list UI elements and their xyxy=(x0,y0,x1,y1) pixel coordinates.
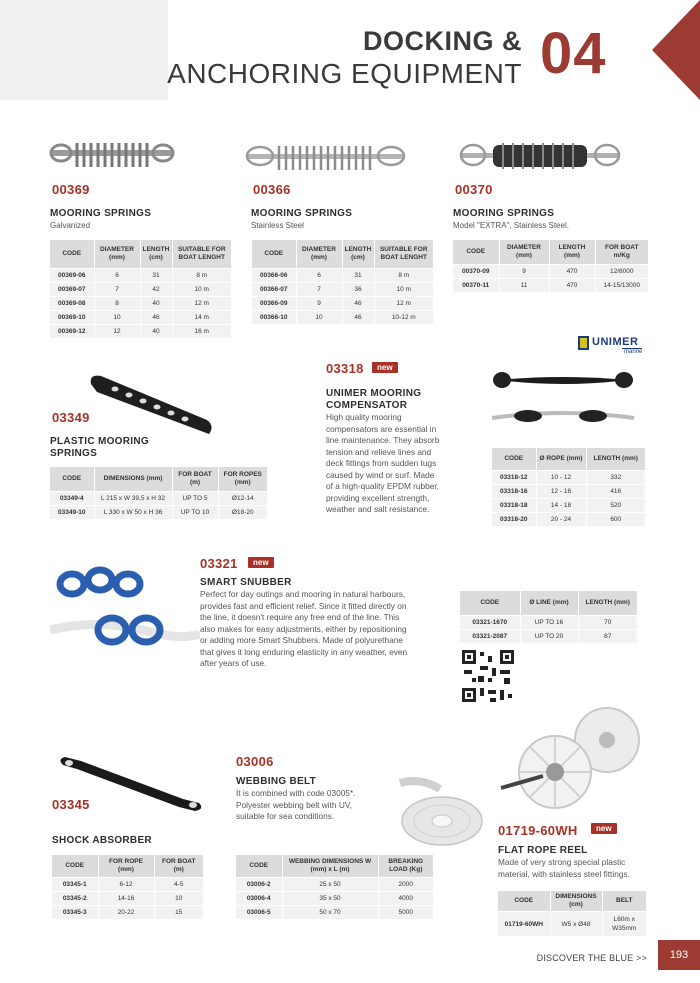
product-title-03321: SMART SNUBBER xyxy=(200,577,292,588)
table-header: LENGTH (mm) xyxy=(578,591,638,615)
product-code-00366: 00366 xyxy=(253,182,291,197)
product-title-03345: SHOCK ABSORBER xyxy=(52,835,152,846)
brand-name: UNIMER xyxy=(592,336,639,348)
webbing-belt-image xyxy=(380,775,490,850)
plastic-spring-image xyxy=(85,370,215,440)
flat-rope-reel-image xyxy=(495,700,645,815)
section-number: 04 xyxy=(540,21,607,86)
table-row: 03345-3 20-22 15 xyxy=(52,905,204,919)
product-subtitle-00366: Stainless Steel xyxy=(251,221,304,230)
table-header: SUITABLE FOR BOAT LENGHT xyxy=(374,240,434,268)
table-row: 00370-09 9 470 12/8000 xyxy=(453,264,649,278)
header-grey-box xyxy=(0,0,168,100)
spec-table-03318 xyxy=(492,448,646,527)
spec-table-03349 xyxy=(50,467,268,520)
product-title-03349-l1: PLASTIC MOORING xyxy=(50,436,149,447)
table-header: CODE xyxy=(252,240,296,268)
table-header: CODE xyxy=(460,591,520,615)
table-header: LENGTH (mm) xyxy=(586,448,646,470)
table-header: CODE xyxy=(50,467,94,491)
header-title-line1: DOCKING & xyxy=(363,26,522,56)
spec-table-00369 xyxy=(50,240,232,339)
new-badge: new xyxy=(591,823,617,834)
table-row: 03349-4 L 215 x W 39,5 x H 32 UP TO 5 Ø12-14 xyxy=(50,491,268,505)
table-row: 00366-10 10 46 10-12 m xyxy=(252,310,434,324)
table-row: 00366-06 6 31 8 m xyxy=(252,268,434,282)
spec-table-01719 xyxy=(498,891,647,937)
unimer-logo xyxy=(578,336,650,356)
table-header: CODE xyxy=(453,240,499,264)
product-desc-01719: Made of very strong special plastic material, with stainless steel fittings. xyxy=(498,857,630,879)
table-header: CODE xyxy=(498,891,550,912)
spec-table-00366 xyxy=(252,240,434,325)
extra-spring-image xyxy=(455,135,625,177)
qr-code-icon[interactable] xyxy=(460,648,516,704)
product-code-00369: 00369 xyxy=(52,182,90,197)
table-header: DIAMETER (mm) xyxy=(296,240,342,268)
header-title-line2: ANCHORING EQUIPMENT xyxy=(167,58,522,89)
product-desc-03321: Perfect for day outings and mooring in natural harbours, provides fast and efficient relief. Since it fitted directly on the line, it doesn't require any free end of the line. This also makes for easy adjustments, either by repositioning or adding more Smart Shubbers. Made of polyurethane that gives it long enduring elasticity in any weather, even after years of use. xyxy=(200,589,408,668)
table-row: 03318-12 10 - 12 332 xyxy=(492,470,646,484)
galvanized-spring-image xyxy=(47,135,177,175)
product-title-01719: FLAT ROPE REEL xyxy=(498,845,588,856)
product-title-03318-l2: COMPENSATOR xyxy=(326,400,408,411)
product-desc-03318: High quality mooring compensators are essential in line maintenance. They absorb tension and relieve lines and deck fittings from sudden tugs caused by wind or surf. Made of a high-quality EPDM rubber, providing excellent strength, weather and salt resistance. xyxy=(326,412,440,514)
product-title-03349-l2: SPRINGS xyxy=(50,448,98,459)
product-code-01719: 01719-60WH xyxy=(498,823,578,838)
stainless-spring-image xyxy=(243,140,408,176)
table-header: DIAMETER (mm) xyxy=(499,240,549,264)
product-subtitle-00369: Galvanized xyxy=(50,221,91,230)
table-row: 03345-1 6-12 4-5 xyxy=(52,877,204,891)
table-row: 00369-10 10 46 14 m xyxy=(50,310,232,324)
table-header: Ø LINE (mm) xyxy=(520,591,578,615)
table-header: SUITABLE FOR BOAT LENGHT xyxy=(172,240,232,268)
spec-table-03321 xyxy=(460,591,638,644)
table-header: CODE xyxy=(50,240,94,268)
table-header: FOR ROPE (mm) xyxy=(98,855,154,877)
brand-sub: marine xyxy=(624,349,643,355)
table-header: CODE xyxy=(236,855,282,877)
table-row: 03321-1670 UP TO 16 70 xyxy=(460,615,638,629)
table-header: FOR BOAT (m) xyxy=(154,855,204,877)
table-row: 00370-11 11 470 14-15/13000 xyxy=(453,278,649,292)
product-code-03318: 03318 xyxy=(326,361,364,376)
table-header: LENGTH (cm) xyxy=(140,240,172,268)
new-badge: new xyxy=(248,557,274,568)
product-title-00366: MOORING SPRINGS xyxy=(251,208,353,219)
table-row: 01719-60WH W5 x Ø48 L60m x W35mm xyxy=(498,912,647,937)
table-row: 03006-4 35 x 50 4000 xyxy=(236,891,434,905)
table-header: FOR BOAT m/Kg xyxy=(595,240,649,264)
header-arrow-shape xyxy=(652,0,700,100)
table-row: 03006-5 50 x 70 5000 xyxy=(236,905,434,919)
table-header: DIAMETER (mm) xyxy=(94,240,140,268)
footer-tagline: DISCOVER THE BLUE >> xyxy=(536,953,647,963)
table-row: 00369-12 12 40 16 m xyxy=(50,324,232,338)
product-title-03318-l1: UNIMER MOORING xyxy=(326,388,422,399)
table-row: 00369-08 8 40 12 m xyxy=(50,296,232,310)
table-row: 03349-10 L 330 x W 50 x H 36 UP TO 10 Ø18-20 xyxy=(50,505,268,519)
spec-table-03006 xyxy=(236,855,434,920)
table-header: CODE xyxy=(492,448,536,470)
product-code-00370: 00370 xyxy=(455,182,493,197)
product-subtitle-00370: Model "EXTRA", Stainless Steel. xyxy=(453,221,569,230)
table-row: 00366-09 9 46 12 m xyxy=(252,296,434,310)
spec-table-03345 xyxy=(52,855,204,920)
new-badge: new xyxy=(372,362,398,373)
page-number: 193 xyxy=(658,940,700,970)
smart-snubber-image xyxy=(50,560,200,670)
product-code-03349: 03349 xyxy=(52,410,90,425)
table-row: 00366-07 7 36 10 m xyxy=(252,282,434,296)
product-title-00370: MOORING SPRINGS xyxy=(453,208,555,219)
table-row: 03321-2087 UP TO 20 87 xyxy=(460,629,638,643)
product-title-00369: MOORING SPRINGS xyxy=(50,208,152,219)
table-row: 03318-18 14 - 18 520 xyxy=(492,498,646,512)
table-header: BREAKING LOAD (Kg) xyxy=(378,855,434,877)
product-title-03006: WEBBING BELT xyxy=(236,776,317,787)
compensator-image xyxy=(488,360,638,445)
table-header: LENGTH (mm) xyxy=(549,240,595,264)
table-row: 03345-2 14-16 10 xyxy=(52,891,204,905)
table-row: 03318-16 12 - 16 416 xyxy=(492,484,646,498)
table-header: DIMENSIONS (cm) xyxy=(550,891,602,912)
spec-table-00370 xyxy=(453,240,649,293)
table-row: 00369-07 7 42 10 m xyxy=(50,282,232,296)
product-code-03321: 03321 xyxy=(200,556,238,571)
product-code-03006: 03006 xyxy=(236,754,274,769)
table-header: FOR ROPES (mm) xyxy=(218,467,268,491)
table-header: FOR BOAT (m) xyxy=(172,467,218,491)
table-row: 03318-20 20 - 24 600 xyxy=(492,512,646,526)
table-header: BELT xyxy=(602,891,647,912)
table-header: WEBBING DIMENSIONS W (mm) x L (m) xyxy=(282,855,378,877)
product-code-03345: 03345 xyxy=(52,797,90,812)
product-desc-03006: It is combined with code 03005*. Polyester webbing belt with UV, suitable for sea conditions. xyxy=(236,788,356,821)
table-header: DIMENSIONS (mm) xyxy=(94,467,172,491)
table-header: LENGTH (cm) xyxy=(342,240,374,268)
table-header: CODE xyxy=(52,855,98,877)
table-header: Ø ROPE (mm) xyxy=(536,448,586,470)
table-row: 03006-2 25 x 50 2000 xyxy=(236,877,434,891)
table-row: 00369-06 6 31 8 m xyxy=(50,268,232,282)
